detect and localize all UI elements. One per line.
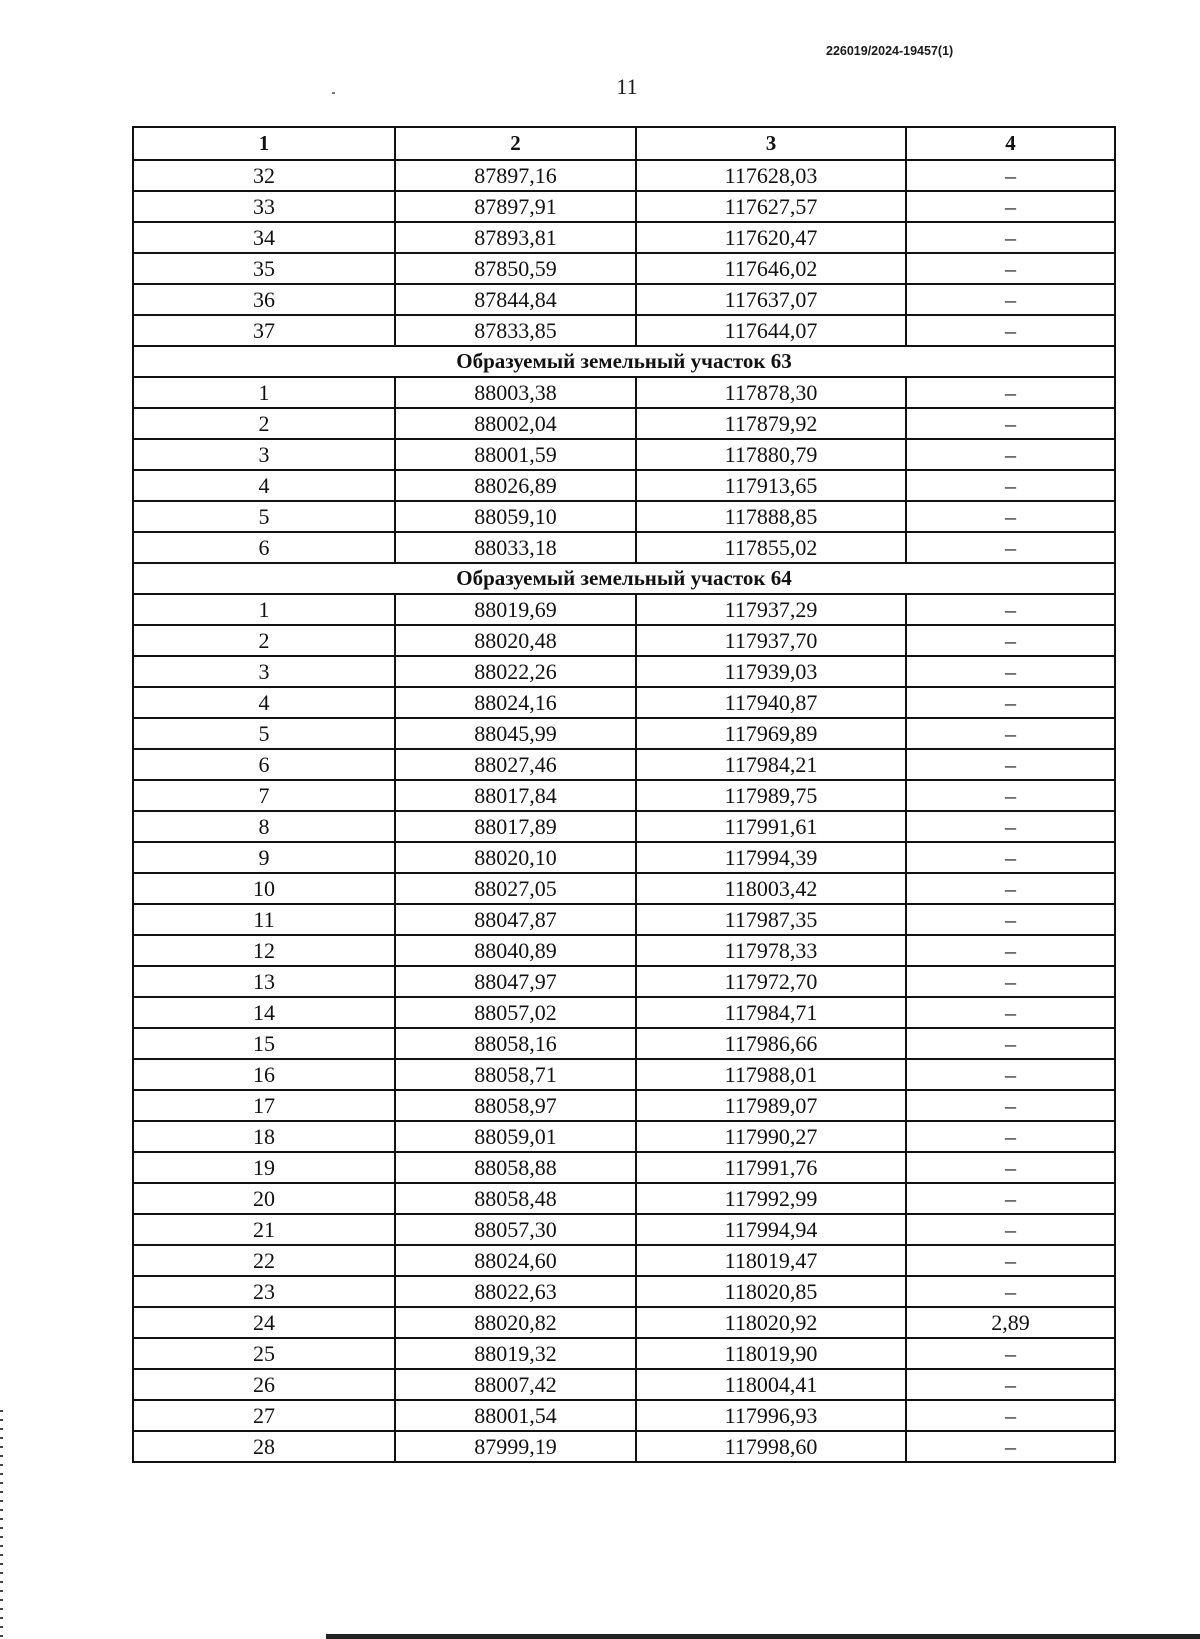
table-row xyxy=(133,1183,1115,1214)
table-row xyxy=(133,408,1115,439)
column-4-cell: – xyxy=(906,842,1115,873)
y-coordinate-cell: 117646,02 xyxy=(636,253,906,284)
column-header-2: 2 xyxy=(395,127,636,160)
x-coordinate-cell: 88001,59 xyxy=(395,439,636,470)
point-number-cell: 36 xyxy=(133,284,395,315)
section-header-row xyxy=(133,346,1115,377)
x-coordinate-cell: 88022,63 xyxy=(395,1276,636,1307)
x-coordinate-cell: 88020,82 xyxy=(395,1307,636,1338)
y-coordinate-cell: 117940,87 xyxy=(636,687,906,718)
point-number-cell: 3 xyxy=(133,656,395,687)
point-number-cell: 34 xyxy=(133,222,395,253)
y-coordinate-cell: 117913,65 xyxy=(636,470,906,501)
point-number-cell: 11 xyxy=(133,904,395,935)
x-coordinate-cell: 87999,19 xyxy=(395,1431,636,1462)
point-number-cell: 18 xyxy=(133,1121,395,1152)
column-4-cell: – xyxy=(906,904,1115,935)
x-coordinate-cell: 88057,30 xyxy=(395,1214,636,1245)
point-number-cell: 28 xyxy=(133,1431,395,1462)
column-4-cell: – xyxy=(906,470,1115,501)
column-4-cell: – xyxy=(906,997,1115,1028)
table-row xyxy=(133,780,1115,811)
point-number-cell: 9 xyxy=(133,842,395,873)
y-coordinate-cell: 117986,66 xyxy=(636,1028,906,1059)
point-number-cell: 32 xyxy=(133,160,395,191)
table-row xyxy=(133,935,1115,966)
column-4-cell: – xyxy=(906,625,1115,656)
table-row xyxy=(133,1307,1115,1338)
y-coordinate-cell: 117628,03 xyxy=(636,160,906,191)
table-row xyxy=(133,1276,1115,1307)
table-row xyxy=(133,1152,1115,1183)
point-number-cell: 4 xyxy=(133,687,395,718)
x-coordinate-cell: 88057,02 xyxy=(395,997,636,1028)
y-coordinate-cell: 117998,60 xyxy=(636,1431,906,1462)
x-coordinate-cell: 88027,05 xyxy=(395,873,636,904)
table-row xyxy=(133,1059,1115,1090)
scan-bottom-edge xyxy=(326,1634,1200,1639)
point-number-cell: 1 xyxy=(133,594,395,625)
y-coordinate-cell: 117855,02 xyxy=(636,532,906,563)
section-title: Образуемый земельный участок 64 xyxy=(133,563,1115,594)
point-number-cell: 2 xyxy=(133,625,395,656)
table-row xyxy=(133,873,1115,904)
point-number-cell: 22 xyxy=(133,1245,395,1276)
point-number-cell: 27 xyxy=(133,1400,395,1431)
column-4-cell: – xyxy=(906,1152,1115,1183)
x-coordinate-cell: 88019,32 xyxy=(395,1338,636,1369)
column-4-cell: – xyxy=(906,439,1115,470)
point-number-cell: 3 xyxy=(133,439,395,470)
x-coordinate-cell: 88022,26 xyxy=(395,656,636,687)
x-coordinate-cell: 88059,01 xyxy=(395,1121,636,1152)
y-coordinate-cell: 118020,85 xyxy=(636,1276,906,1307)
y-coordinate-cell: 117878,30 xyxy=(636,377,906,408)
column-4-cell: – xyxy=(906,811,1115,842)
y-coordinate-cell: 117984,21 xyxy=(636,749,906,780)
x-coordinate-cell: 87850,59 xyxy=(395,253,636,284)
column-4-cell: – xyxy=(906,284,1115,315)
y-coordinate-cell: 117880,79 xyxy=(636,439,906,470)
y-coordinate-cell: 117879,92 xyxy=(636,408,906,439)
table-row xyxy=(133,191,1115,222)
y-coordinate-cell: 117937,29 xyxy=(636,594,906,625)
x-coordinate-cell: 88024,60 xyxy=(395,1245,636,1276)
column-4-cell: – xyxy=(906,1121,1115,1152)
table-row xyxy=(133,501,1115,532)
scan-speck xyxy=(332,92,335,94)
x-coordinate-cell: 88058,71 xyxy=(395,1059,636,1090)
table-row xyxy=(133,625,1115,656)
table-row xyxy=(133,811,1115,842)
x-coordinate-cell: 87893,81 xyxy=(395,222,636,253)
point-number-cell: 35 xyxy=(133,253,395,284)
column-4-cell: – xyxy=(906,1059,1115,1090)
point-number-cell: 16 xyxy=(133,1059,395,1090)
y-coordinate-cell: 117627,57 xyxy=(636,191,906,222)
y-coordinate-cell: 117644,07 xyxy=(636,315,906,346)
point-number-cell: 23 xyxy=(133,1276,395,1307)
column-header-4: 4 xyxy=(906,127,1115,160)
section-header-row xyxy=(133,563,1115,594)
coordinates-table xyxy=(132,126,1116,1463)
table-body xyxy=(133,160,1115,1462)
point-number-cell: 4 xyxy=(133,470,395,501)
table-row xyxy=(133,1121,1115,1152)
x-coordinate-cell: 88001,54 xyxy=(395,1400,636,1431)
y-coordinate-cell: 117996,93 xyxy=(636,1400,906,1431)
column-4-cell: 2,89 xyxy=(906,1307,1115,1338)
y-coordinate-cell: 117984,71 xyxy=(636,997,906,1028)
column-4-cell: – xyxy=(906,656,1115,687)
x-coordinate-cell: 88017,84 xyxy=(395,780,636,811)
x-coordinate-cell: 88007,42 xyxy=(395,1369,636,1400)
table-row xyxy=(133,966,1115,997)
point-number-cell: 6 xyxy=(133,749,395,780)
column-4-cell: – xyxy=(906,160,1115,191)
x-coordinate-cell: 88058,97 xyxy=(395,1090,636,1121)
y-coordinate-cell: 118019,47 xyxy=(636,1245,906,1276)
table-row xyxy=(133,1214,1115,1245)
column-4-cell: – xyxy=(906,1028,1115,1059)
table-row xyxy=(133,718,1115,749)
table-row xyxy=(133,1369,1115,1400)
x-coordinate-cell: 88017,89 xyxy=(395,811,636,842)
table-row xyxy=(133,1090,1115,1121)
table-row xyxy=(133,1338,1115,1369)
y-coordinate-cell: 117972,70 xyxy=(636,966,906,997)
table-row xyxy=(133,656,1115,687)
table-row xyxy=(133,315,1115,346)
point-number-cell: 26 xyxy=(133,1369,395,1400)
point-number-cell: 37 xyxy=(133,315,395,346)
point-number-cell: 20 xyxy=(133,1183,395,1214)
point-number-cell: 33 xyxy=(133,191,395,222)
table-row xyxy=(133,1431,1115,1462)
column-4-cell: – xyxy=(906,935,1115,966)
column-header-3: 3 xyxy=(636,127,906,160)
x-coordinate-cell: 88026,89 xyxy=(395,470,636,501)
scan-edge-marks xyxy=(0,1410,3,1639)
column-4-cell: – xyxy=(906,191,1115,222)
section-title: Образуемый земельный участок 63 xyxy=(133,346,1115,377)
column-4-cell: – xyxy=(906,315,1115,346)
x-coordinate-cell: 87897,91 xyxy=(395,191,636,222)
y-coordinate-cell: 117990,27 xyxy=(636,1121,906,1152)
column-4-cell: – xyxy=(906,594,1115,625)
table-row xyxy=(133,594,1115,625)
y-coordinate-cell: 118004,41 xyxy=(636,1369,906,1400)
y-coordinate-cell: 117988,01 xyxy=(636,1059,906,1090)
y-coordinate-cell: 118003,42 xyxy=(636,873,906,904)
x-coordinate-cell: 88019,69 xyxy=(395,594,636,625)
y-coordinate-cell: 117888,85 xyxy=(636,501,906,532)
y-coordinate-cell: 117989,07 xyxy=(636,1090,906,1121)
table-row xyxy=(133,439,1115,470)
page-number: 11 xyxy=(616,74,638,99)
point-number-cell: 10 xyxy=(133,873,395,904)
table-row xyxy=(133,904,1115,935)
column-4-cell: – xyxy=(906,749,1115,780)
y-coordinate-cell: 117991,61 xyxy=(636,811,906,842)
column-4-cell: – xyxy=(906,1338,1115,1369)
x-coordinate-cell: 88047,87 xyxy=(395,904,636,935)
point-number-cell: 13 xyxy=(133,966,395,997)
y-coordinate-cell: 117637,07 xyxy=(636,284,906,315)
column-4-cell: – xyxy=(906,873,1115,904)
table-row xyxy=(133,1400,1115,1431)
column-4-cell: – xyxy=(906,1369,1115,1400)
table-row xyxy=(133,1028,1115,1059)
x-coordinate-cell: 88045,99 xyxy=(395,718,636,749)
x-coordinate-cell: 88047,97 xyxy=(395,966,636,997)
x-coordinate-cell: 88058,48 xyxy=(395,1183,636,1214)
point-number-cell: 19 xyxy=(133,1152,395,1183)
column-4-cell: – xyxy=(906,966,1115,997)
column-4-cell: – xyxy=(906,1276,1115,1307)
y-coordinate-cell: 117987,35 xyxy=(636,904,906,935)
y-coordinate-cell: 117937,70 xyxy=(636,625,906,656)
x-coordinate-cell: 88040,89 xyxy=(395,935,636,966)
column-4-cell: – xyxy=(906,532,1115,563)
x-coordinate-cell: 88059,10 xyxy=(395,501,636,532)
y-coordinate-cell: 117620,47 xyxy=(636,222,906,253)
x-coordinate-cell: 88020,10 xyxy=(395,842,636,873)
x-coordinate-cell: 87833,85 xyxy=(395,315,636,346)
column-4-cell: – xyxy=(906,1400,1115,1431)
table-row xyxy=(133,532,1115,563)
x-coordinate-cell: 88058,88 xyxy=(395,1152,636,1183)
x-coordinate-cell: 88002,04 xyxy=(395,408,636,439)
table-row xyxy=(133,1245,1115,1276)
column-4-cell: – xyxy=(906,501,1115,532)
column-4-cell: – xyxy=(906,718,1115,749)
point-number-cell: 25 xyxy=(133,1338,395,1369)
point-number-cell: 6 xyxy=(133,532,395,563)
table-header-row xyxy=(133,127,1115,160)
point-number-cell: 21 xyxy=(133,1214,395,1245)
point-number-cell: 24 xyxy=(133,1307,395,1338)
column-4-cell: – xyxy=(906,687,1115,718)
table-row xyxy=(133,687,1115,718)
table-row xyxy=(133,222,1115,253)
column-4-cell: – xyxy=(906,222,1115,253)
y-coordinate-cell: 117994,39 xyxy=(636,842,906,873)
column-header-1: 1 xyxy=(133,127,395,160)
table-row xyxy=(133,997,1115,1028)
y-coordinate-cell: 117994,94 xyxy=(636,1214,906,1245)
point-number-cell: 17 xyxy=(133,1090,395,1121)
point-number-cell: 5 xyxy=(133,718,395,749)
table-row xyxy=(133,842,1115,873)
point-number-cell: 15 xyxy=(133,1028,395,1059)
table-row xyxy=(133,470,1115,501)
table-row xyxy=(133,253,1115,284)
x-coordinate-cell: 88058,16 xyxy=(395,1028,636,1059)
y-coordinate-cell: 117939,03 xyxy=(636,656,906,687)
point-number-cell: 2 xyxy=(133,408,395,439)
table-row xyxy=(133,284,1115,315)
column-4-cell: – xyxy=(906,408,1115,439)
table-row xyxy=(133,377,1115,408)
column-4-cell: – xyxy=(906,253,1115,284)
point-number-cell: 1 xyxy=(133,377,395,408)
y-coordinate-cell: 117989,75 xyxy=(636,780,906,811)
y-coordinate-cell: 117978,33 xyxy=(636,935,906,966)
x-coordinate-cell: 88020,48 xyxy=(395,625,636,656)
point-number-cell: 7 xyxy=(133,780,395,811)
document-reference-number: 226019/2024-19457(1) xyxy=(826,44,954,58)
column-4-cell: – xyxy=(906,1183,1115,1214)
table-row xyxy=(133,160,1115,191)
point-number-cell: 8 xyxy=(133,811,395,842)
y-coordinate-cell: 118019,90 xyxy=(636,1338,906,1369)
column-4-cell: – xyxy=(906,1245,1115,1276)
point-number-cell: 12 xyxy=(133,935,395,966)
x-coordinate-cell: 88027,46 xyxy=(395,749,636,780)
y-coordinate-cell: 117992,99 xyxy=(636,1183,906,1214)
table-row xyxy=(133,749,1115,780)
x-coordinate-cell: 87897,16 xyxy=(395,160,636,191)
y-coordinate-cell: 117991,76 xyxy=(636,1152,906,1183)
column-4-cell: – xyxy=(906,1090,1115,1121)
column-4-cell: – xyxy=(906,377,1115,408)
x-coordinate-cell: 88003,38 xyxy=(395,377,636,408)
column-4-cell: – xyxy=(906,780,1115,811)
point-number-cell: 14 xyxy=(133,997,395,1028)
column-4-cell: – xyxy=(906,1431,1115,1462)
x-coordinate-cell: 88033,18 xyxy=(395,532,636,563)
point-number-cell: 5 xyxy=(133,501,395,532)
y-coordinate-cell: 117969,89 xyxy=(636,718,906,749)
column-4-cell: – xyxy=(906,1214,1115,1245)
y-coordinate-cell: 118020,92 xyxy=(636,1307,906,1338)
x-coordinate-cell: 87844,84 xyxy=(395,284,636,315)
x-coordinate-cell: 88024,16 xyxy=(395,687,636,718)
